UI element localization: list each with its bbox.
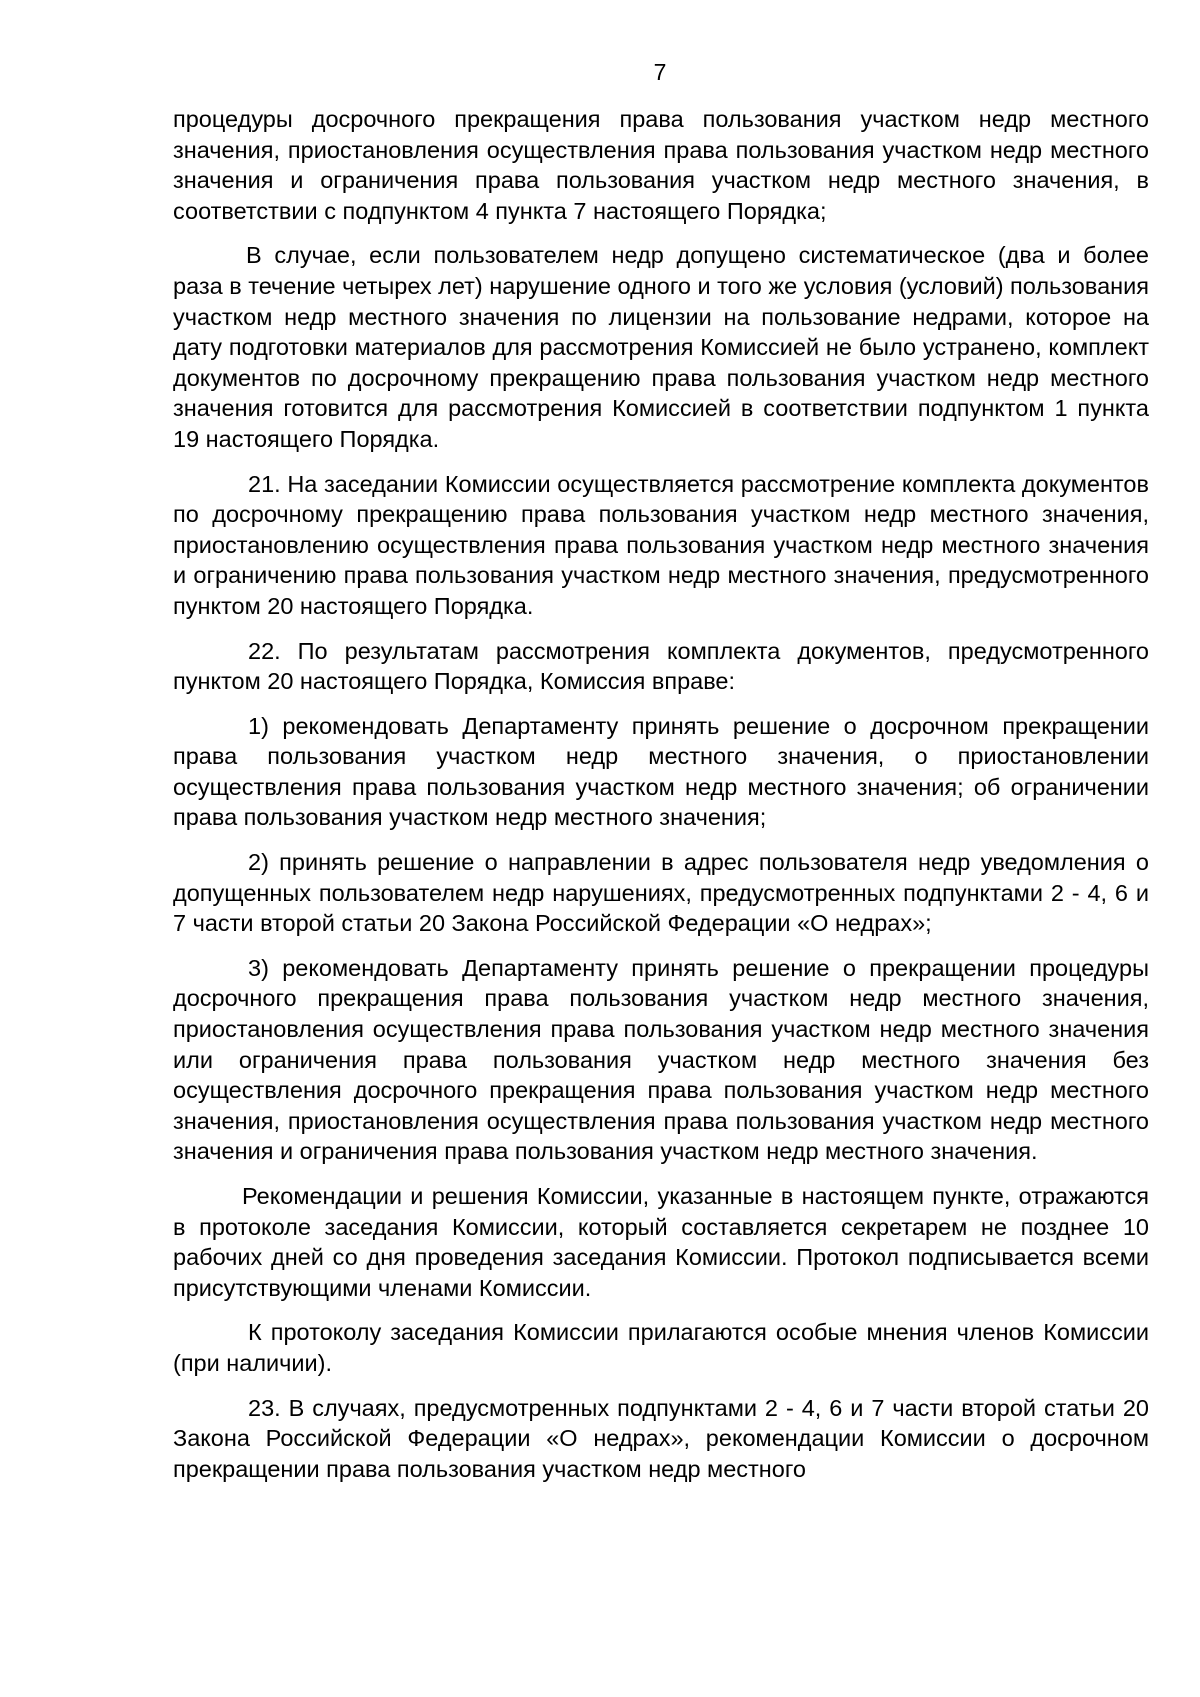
paragraph-item-22-sub-1: 1) рекомендовать Департаменту принять решение о досрочном прекращении права пользования участком недр местного значения, о приостановлении осуществления права пользования участком недр местного значения; об ограничении права пользования участком недр местного значения; bbox=[173, 712, 1149, 831]
paragraph-item-22: 22. По результатам рассмотрения комплекта документов, предусмотренного пунктом 20 настоящего Порядка, Комиссия вправе: bbox=[173, 637, 1149, 695]
paragraph-continuation: процедуры досрочного прекращения права пользования участком недр местного значения, приостановления осуществления права пользования участком недр местного значения и ограничения права пользования участком недр местного значения, в соответствии с подпунктом 4 пункта 7 настоящего Порядка; bbox=[173, 106, 1149, 224]
paragraph-recommendations: Рекомендации и решения Комиссии, указанные в настоящем пункте, отражаются в протоколе заседания Комиссии, который составляется секретарем не позднее 10 рабочих дней со дня проведения заседания Комиссии. Протокол подписывается всеми присутствующими членами Комиссии. bbox=[173, 1183, 1149, 1301]
paragraph-item-22-sub-3: 3) рекомендовать Департаменту принять решение о прекращении процедуры досрочного прекращения права пользования участком недр местного значения, приостановления осуществления права пользования участком недр местного значения или ограничения права пользования участком недр местного значения без осуществления досрочного прекращения права пользования участком недр местного значения, приостановления осуществления права пользования участком недр местного значения и ограничения права пользования участком недр местного значения. bbox=[173, 954, 1149, 1165]
paragraph-protocol-annex: К протоколу заседания Комиссии прилагаются особые мнения членов Комиссии (при наличии). bbox=[173, 1319, 1149, 1376]
paragraph-systematic-violation: В случае, если пользователем недр допущено систематическое (два и более раза в течение четырех лет) нарушение одного и того же условия (условий) пользования участком недр местного значения по лицензии на пользование недрами, которое на дату подготовки материалов для рассмотрения Комиссией не было устранено, комплект документов по досрочному прекращению права пользования участком недр местного значения готовится для рассмотрения Комиссией в соответствии подпунктом 1 пункта 19 настоящего Порядка. bbox=[173, 242, 1149, 452]
paragraph-item-21: 21. На заседании Комиссии осуществляется рассмотрение комплекта документов по досрочному прекращению права пользования участком недр местного значения, приостановлению осуществления права пользования участком недр местного значения и ограничению права пользования участком недр местного значения, предусмотренного пунктом 20 настоящего Порядка. bbox=[173, 470, 1149, 619]
paragraph-item-23: 23. В случаях, предусмотренных подпунктами 2 - 4, 6 и 7 части второй статьи 20 Закона Российской Федерации «О недрах», рекомендации Комиссии о досрочном прекращении права пользования участком недр местного bbox=[173, 1394, 1149, 1482]
document-body bbox=[173, 104, 1149, 1498]
paragraph-item-22-sub-2: 2) принять решение о направлении в адрес пользователя недр уведомления о допущенных пользователем недр нарушениях, предусмотренных подпунктами 2 - 4, 6 и 7 части второй статьи 20 Закона Российской Федерации «О недрах»; bbox=[173, 849, 1149, 937]
page-number: 7 bbox=[653, 59, 667, 85]
